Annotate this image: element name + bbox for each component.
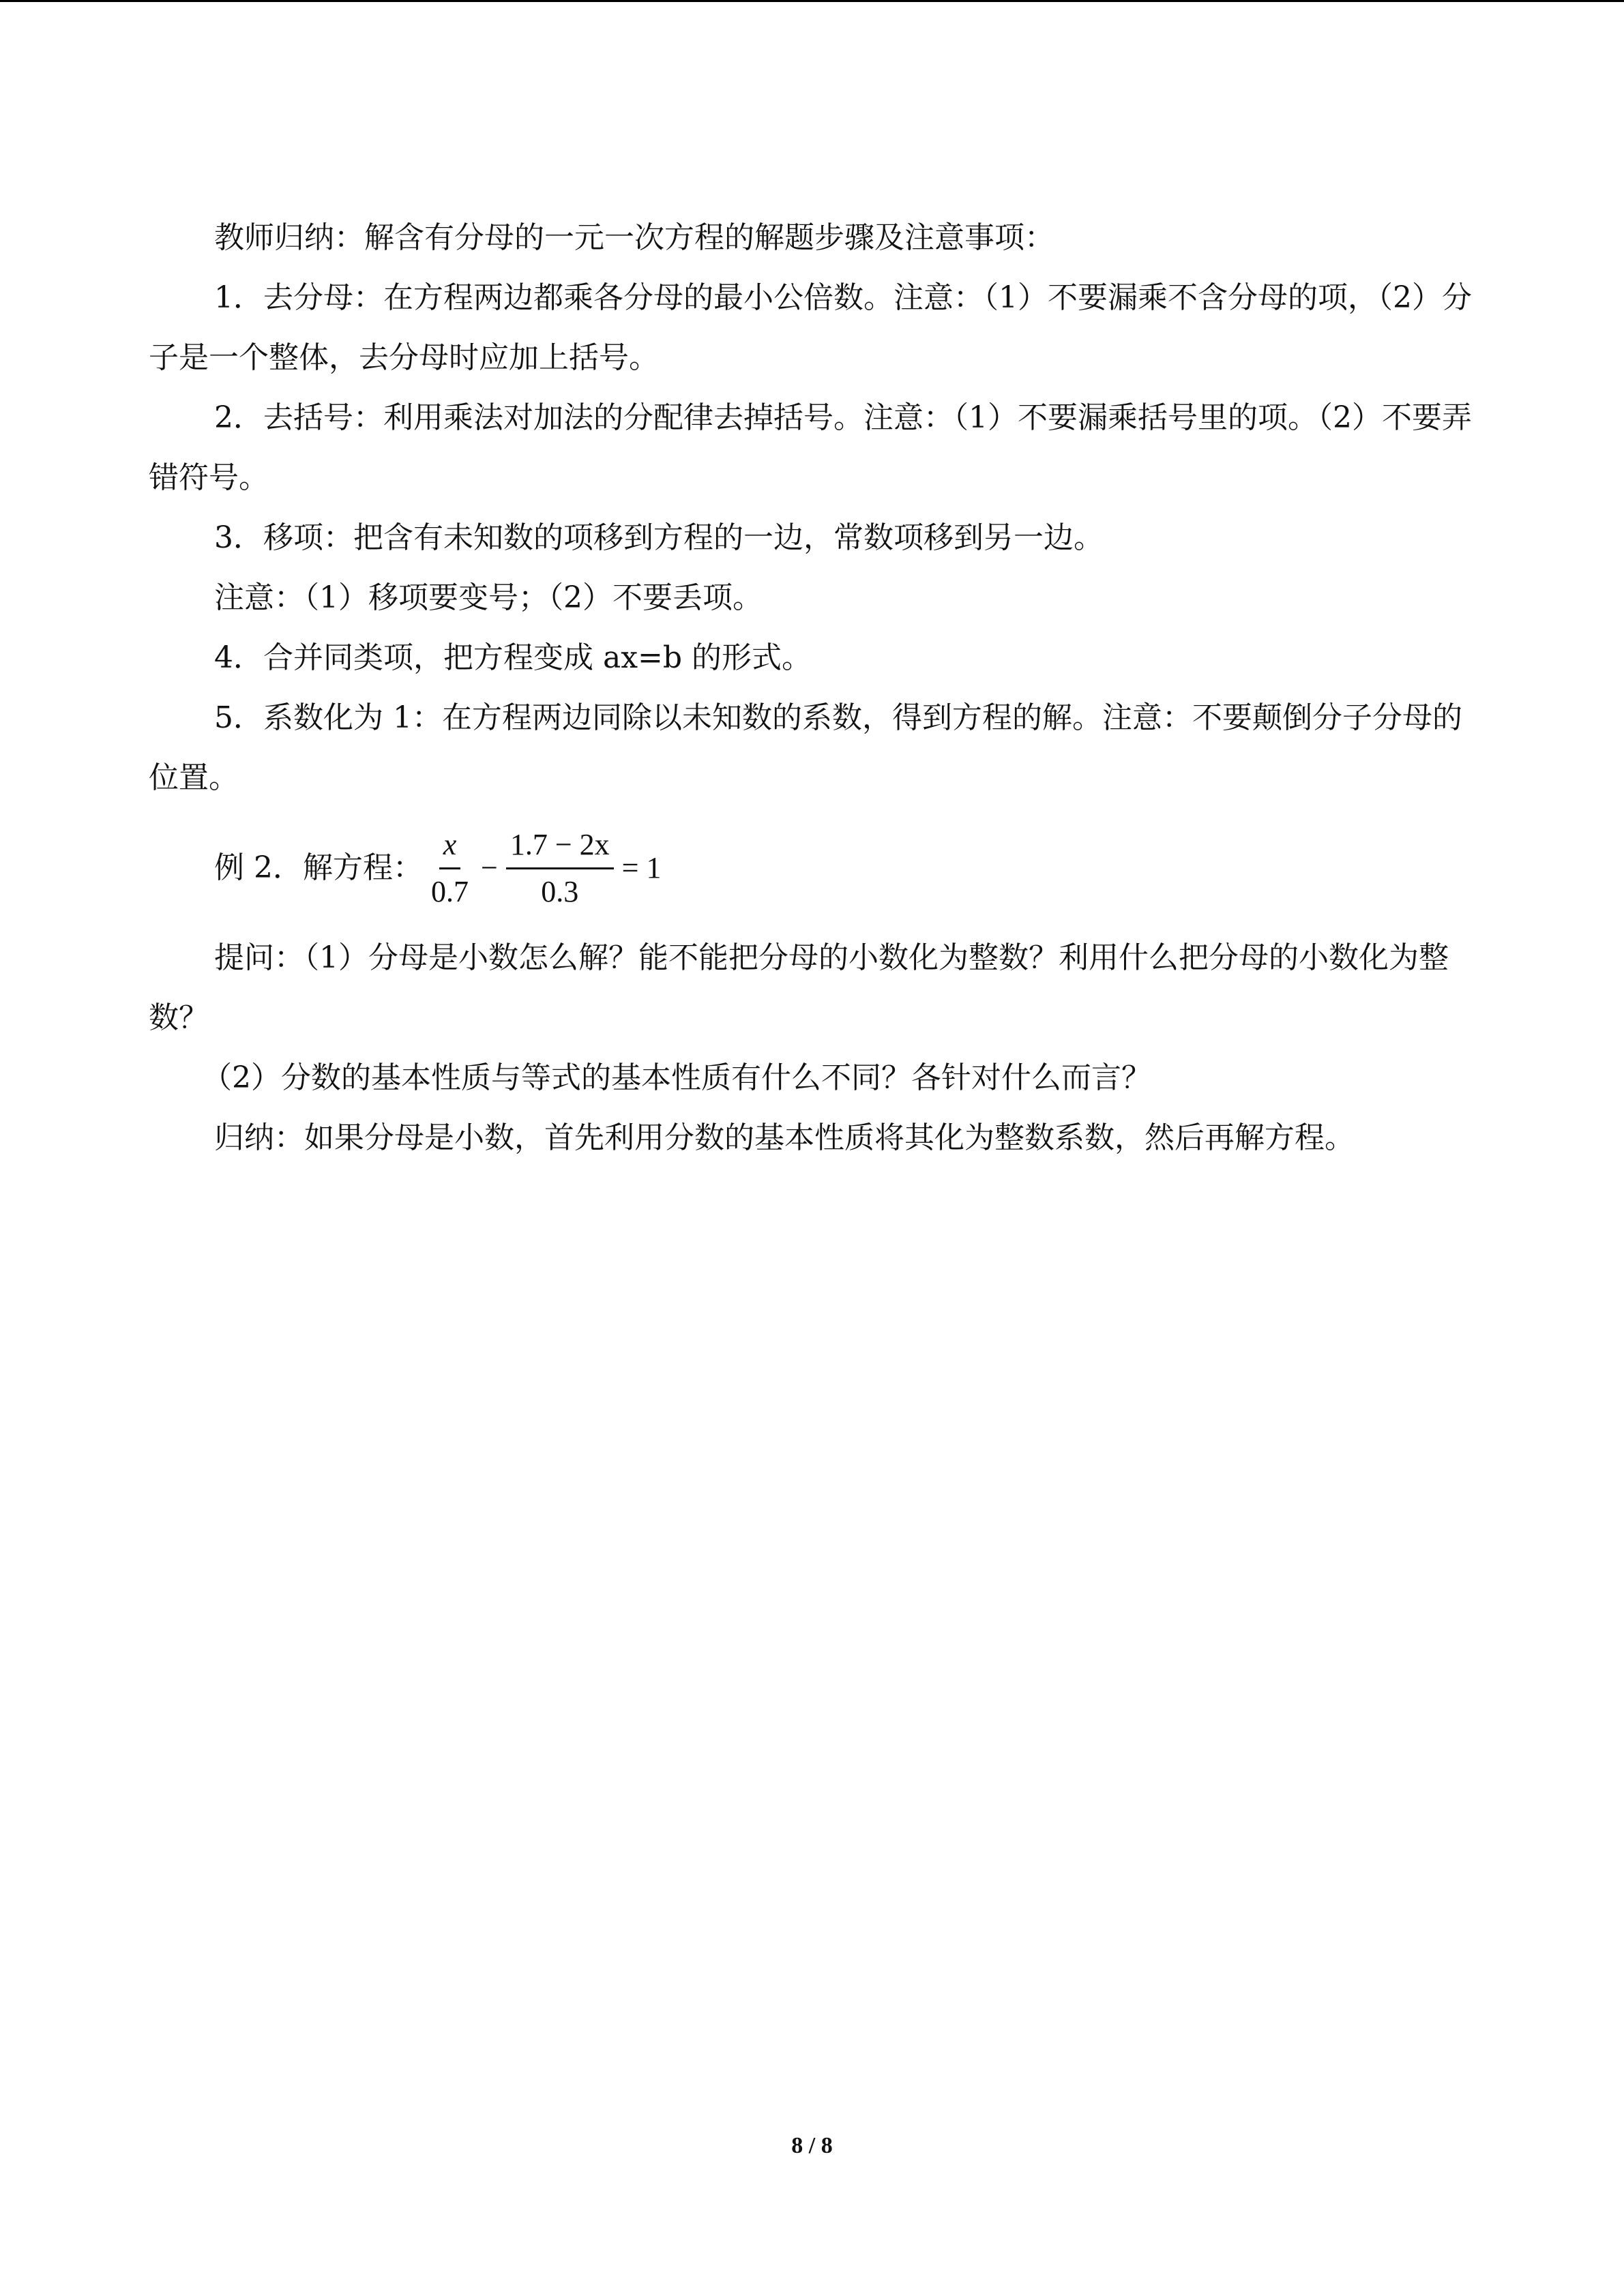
- fraction-1-7-minus-2x-over-0-3: [506, 825, 614, 912]
- step-2-paragraph: 2．去括号：利用乘法对加法的分配律去掉括号。注意：（1）不要漏乘括号里的项。（2）不要弄错符号。: [149, 400, 1472, 495]
- fraction-2-numerator: 1.7 − 2x: [506, 825, 614, 869]
- equals-one: = 1: [621, 851, 662, 884]
- fraction-2-denominator: 0.3: [541, 874, 579, 908]
- step-3-note: 注意：（1）移项要变号；（2）不要丢项。: [214, 580, 763, 615]
- step-3-paragraph: 3．移项：把含有未知数的项移到方程的一边，常数项移到另一边。: [214, 520, 1104, 555]
- page-number: 8 / 8: [791, 2133, 833, 2158]
- example-2-equation: [149, 808, 1479, 928]
- step-5-paragraph: 5．系数化为 1：在方程两边同除以未知数的系数，得到方程的解。注意：不要颠倒分子分母的位置。: [149, 700, 1462, 795]
- question-2-paragraph: （2）分数的基本性质与等式的基本性质有什么不同？各针对什么而言？: [202, 1060, 1151, 1095]
- fraction-1-numerator: x: [439, 825, 461, 869]
- fraction-1-denominator: 0.7: [430, 874, 469, 908]
- minus-sign: −: [480, 851, 498, 884]
- step-4-paragraph: 4．合并同类项，把方程变成 ax=b 的形式。: [214, 640, 812, 675]
- conclusion-paragraph: 归纳：如果分母是小数，首先利用分数的基本性质将其化为整数系数，然后再解方程。: [214, 1120, 1355, 1155]
- step-1-paragraph: 1．去分母：在方程两边都乘各分母的最小公倍数。注意：（1）不要漏乘不含分母的项，（2）分子是一个整体，去分母时应加上括号。: [149, 280, 1472, 375]
- example-label: 例 2．解方程：: [214, 850, 423, 885]
- question-1-paragraph: 提问：（1）分母是小数怎么解？能不能把分母的小数化为整数？利用什么把分母的小数化为整数？: [149, 940, 1449, 1035]
- fraction-x-over-0-7: [427, 825, 473, 912]
- summary-heading: 教师归纳：解含有分母的一元一次方程的解题步骤及注意事项：: [214, 220, 1054, 255]
- document-body: [149, 208, 1479, 1168]
- top-border-line: [0, 0, 1624, 2]
